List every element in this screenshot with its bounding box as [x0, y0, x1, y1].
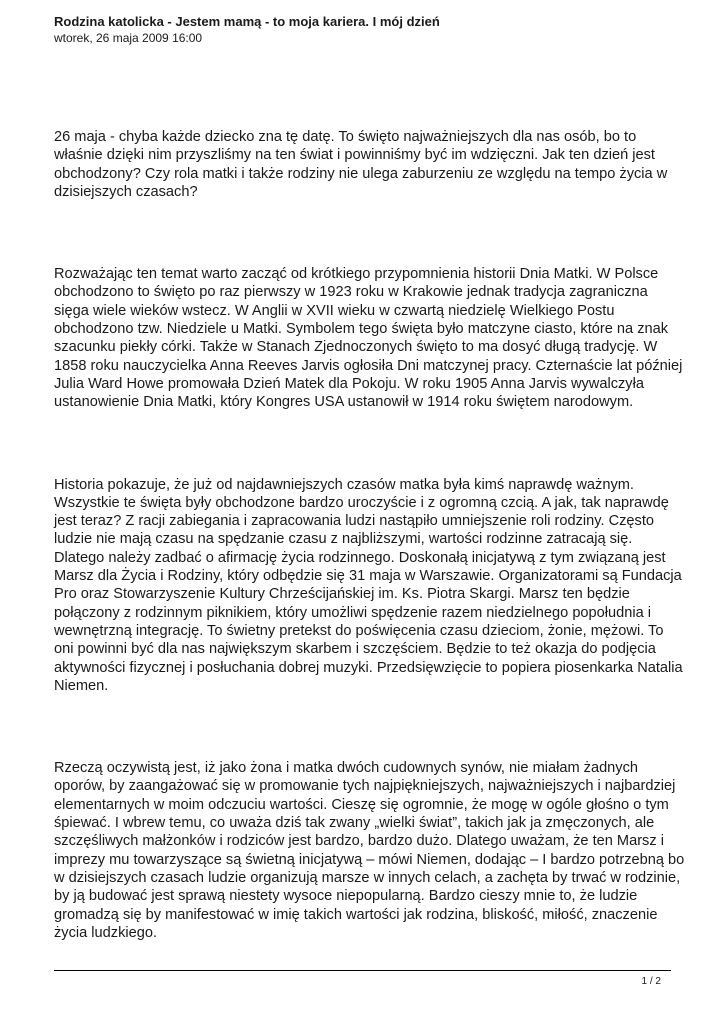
publication-date: wtorek, 26 maja 2009 16:00 [54, 31, 203, 45]
paragraph-spacer [54, 201, 686, 265]
page-number: 1 / 2 [641, 976, 661, 987]
paragraph-quote: Rzeczą oczywistą jest, iż jako żona i matka dwóch cudownych synów, nie miałam żadnych oporów, by zaangażować się w promowanie tych najpiękniejszych, najważniejszych i najbardziej elementarnych w moim odczuciu wartości. Cieszę się ogromnie, że mogę w ogóle głośno o tym śpiewać. I wbrew temu, co uważa dziś tak zwany „wielki świat”, takich jak ja zmęczonych, ale szczęśliwych małżonków i rodziców jest bardzo, bardzo dużo. Dlatego uważam, że ten Marsz i imprezy mu towarzyszące są świetną inicjatywą – mówi Niemen, dodając – I bardzo potrzebną bo w dzisiejszych czasach ludzie organizują marsze w innych celach, a zachęta by trwać w rodzinie, by ją budować jest sprawą niestety wysoce niepopularną. Bardzo cieszy mnie to, że ludzie gromadzą się by manifestować w imię takich wartości jak rodzina, bliskość, miłość, znaczenie życia ludzkiego. [54, 760, 685, 941]
paragraph-intro: 26 maja - chyba każde dziecko zna tę datę. To święto najważniejszych dla nas osób, bo to właśnie dzięki nim przyszliśmy na ten świat i powinniśmy być im wdzięczni. Jak ten dzień jest obchodzony? Czy rola matki i także rodziny nie ulega zaburzeniu ze względu na tempo życia w dzisiejszych czasach? [54, 129, 668, 200]
paragraph-spacer [54, 412, 686, 476]
footer-divider [54, 970, 671, 971]
article-body [54, 128, 686, 942]
document-header [54, 14, 694, 46]
paragraph-spacer [54, 695, 686, 759]
paragraph-history: Rozważając ten temat warto zacząć od krótkiego przypomnienia historii Dnia Matki. W Polsce obchodzono to święto po raz pierwszy w 1923 roku w Krakowie jednak tradycja zagraniczna sięga wiele wieków wstecz. W Anglii w XVII wieku w czwartą niedzielę Wielkiego Postu obchodzono tzw. Niedziele u Matki. Symbolem tego święta było matczyne ciasto, które na znak szacunku piekły córki. Także w Stanach Zjednoczonych święto to ma dosyć długą tradycję. W 1858 roku nauczycielka Anna Reeves Jarvis ogłosiła Dni matczynej pracy. Czternaście lat później Julia Ward Howe promowała Dzień Matek dla Pokoju. W roku 1905 Anna Jarvis wywalczyła ustanowienie Dnia Matki, który Kongres USA ustanowił w 1914 roku świętem narodowym. [54, 266, 683, 411]
paragraph-today: Historia pokazuje, że już od najdawniejszych czasów matka była kimś naprawdę ważnym. Wszystkie te święta były obchodzone bardzo uroczyście i z ogromną czcią. A jak, tak naprawdę jest teraz? Z racji zabiegania i zapracowania ludzi nastąpiło umniejszenie roli rodziny. Często ludzie nie mają czasu na spędzanie czasu z najbliższymi, wartości rodzinne zatracają się. Dlatego należy zadbać o afirmację życia rodzinnego. Doskonałą inicjatywą z tym związaną jest Marsz dla Życia i Rodziny, który odbędzie się 31 maja w Warszawie. Organizatorami są Fundacja Pro oraz Stowarzyszenie Kultury Chrześcijańskiej im. Ks. Piotra Skargi. Marsz ten będzie połączony z rodzinnym piknikiem, który umożliwi spędzenie razem niedzielnego popołudnia i wewnętrzną integrację. To świetny pretekst do poświęcenia czasu dzieciom, żonie, mężowi. To oni powinni być dla nas największym skarbem i szczęściem. Będzie to też okazja do podjęcia aktywności fizycznej i posłuchania dobrej muzyki. Przedsięwzięcie to popiera piosenkarka Natalia Niemen. [54, 476, 683, 694]
article-title: Rodzina katolicka - Jestem mamą - to moja kariera. I mój dzień [54, 14, 440, 29]
